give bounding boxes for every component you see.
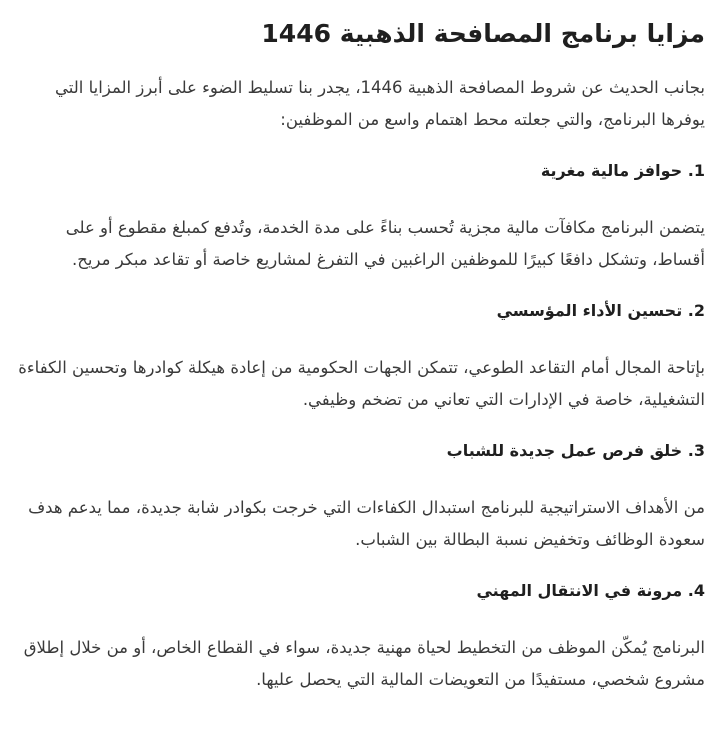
section-paragraph: بإتاحة المجال أمام التقاعد الطوعي، تتمكن الجهات الحكومية من إعادة هيكلة كوادرها وتحسين الكفاءة التشغيلية، خاصة في الإدارات التي تعاني من تضخم وظيفي. bbox=[18, 358, 705, 409]
section-paragraph: يتضمن البرنامج مكافآت مالية مجزية تُحسب بناءً على مدة الخدمة، وتُدفع كمبلغ مقطوع أو على أقساط، وتشكل دافعًا كبيرًا للموظفين الراغبين في التفرغ لمشاريع خاصة أو تقاعد مبكر مريح. bbox=[65, 218, 705, 269]
section-heading: 2. تحسين الأداء المؤسسي bbox=[496, 301, 705, 320]
intro-paragraph: بجانب الحديث عن شروط المصافحة الذهبية 1446، يجدر بنا تسليط الضوء على أبرز المزايا التي يوفرها البرنامج، والتي جعلته محط اهتمام واسع من الموظفين: bbox=[55, 78, 705, 129]
article-title: مزايا برنامج المصافحة الذهبية 1446 bbox=[261, 19, 705, 48]
section-heading: 3. خلق فرص عمل جديدة للشباب bbox=[446, 441, 705, 460]
section-paragraph: البرنامج يُمكّن الموظف من التخطيط لحياة مهنية جديدة، سواء في القطاع الخاص، أو من خلال إطلاق مشروع شخصي، مستفيدًا من التعويضات المالية التي يحصل عليها. bbox=[23, 638, 705, 689]
benefit-section-4 bbox=[18, 578, 705, 696]
section-heading: 4. مرونة في الانتقال المهني bbox=[476, 581, 705, 600]
benefit-section-3 bbox=[18, 438, 705, 556]
benefit-section-2 bbox=[18, 298, 705, 416]
section-paragraph: من الأهداف الاستراتيجية للبرنامج استبدال الكفاءات التي خرجت بكوادر شابة جديدة، مما يدعم هدف سعودة الوظائف وتخفيض نسبة البطالة بين الشباب. bbox=[28, 498, 705, 549]
section-heading: 1. حوافز مالية مغرية bbox=[540, 161, 705, 180]
benefit-section-1 bbox=[18, 158, 705, 276]
